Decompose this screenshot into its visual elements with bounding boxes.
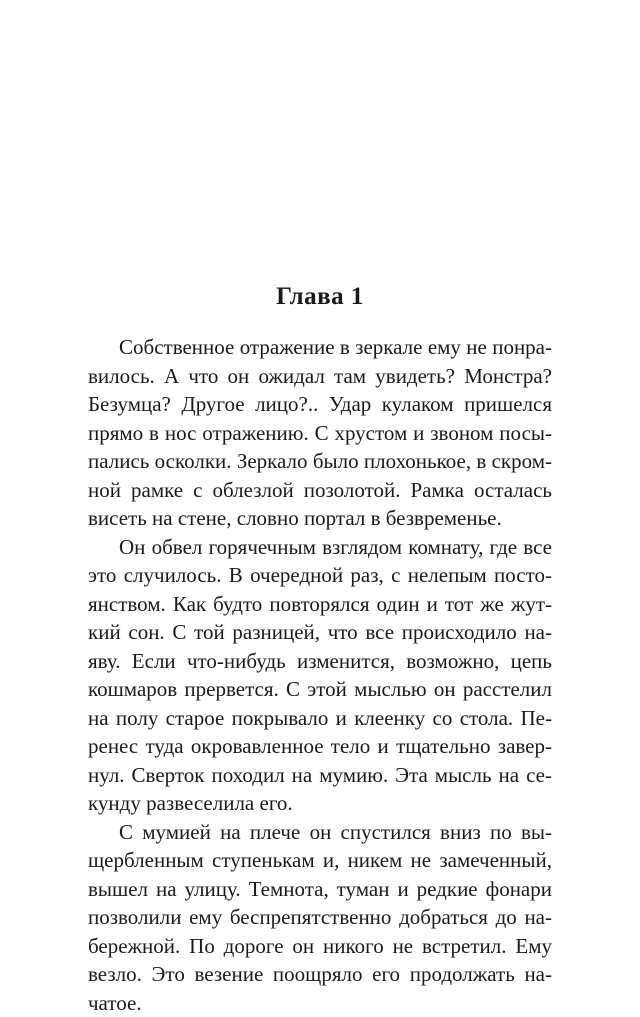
chapter-text	[88, 333, 552, 1017]
text-line: Собственное отражение в зеркале ему не понра-	[88, 333, 552, 362]
text-line: ной рамке с облезлой позолотой. Рамка осталась	[88, 476, 552, 505]
text-line: вилось. А что он ожидал там увидеть? Монстра?	[88, 362, 552, 391]
text-line: позволили ему беспрепятственно добраться до на-	[88, 903, 552, 932]
text-line: кошмаров прервется. С этой мыслью он расстелил	[88, 675, 552, 704]
text-line: янством. Как будто повторялся один и тот же жут-	[88, 590, 552, 619]
paragraph-1	[88, 333, 552, 533]
text-line: вышел на улицу. Темнота, туман и редкие фонари	[88, 875, 552, 904]
paragraph-3	[88, 818, 552, 1017]
text-line: С мумией на плече он спустился вниз по вы-	[88, 818, 552, 847]
text-line: прямо в нос отражению. С хрустом и звоном посы-	[88, 419, 552, 448]
text-line: нул. Сверток походил на мумию. Эта мысль на се-	[88, 761, 552, 790]
text-line: это случилось. В очередной раз, с нелепым посто-	[88, 561, 552, 590]
text-line: Он обвел горячечным взглядом комнату, где все	[88, 533, 552, 562]
paragraph-2	[88, 533, 552, 818]
text-line: на полу старое покрывало и клеенку со стола. Пе-	[88, 704, 552, 733]
text-line: Безумца? Другое лицо?.. Удар кулаком пришелся	[88, 390, 552, 419]
text-line: кунду развеселила его.	[88, 789, 552, 818]
text-line: пались осколки. Зеркало было плохонькое, в скром-	[88, 447, 552, 476]
chapter-title: Глава 1	[0, 282, 640, 312]
text-line: ренес туда окровавленное тело и тщательно завер-	[88, 732, 552, 761]
text-line: висеть на стене, словно портал в безвременье.	[88, 504, 552, 533]
text-line: бережной. По дороге он никого не встретил. Ему	[88, 932, 552, 961]
text-line: чатое.	[88, 989, 552, 1017]
text-line: кий сон. С той разницей, что все происходило на-	[88, 618, 552, 647]
text-line: яву. Если что-нибудь изменится, возможно, цепь	[88, 647, 552, 676]
text-line: везло. Это везение поощряло его продолжать на-	[88, 960, 552, 989]
text-line: щербленным ступенькам и, никем не замеченный,	[88, 846, 552, 875]
